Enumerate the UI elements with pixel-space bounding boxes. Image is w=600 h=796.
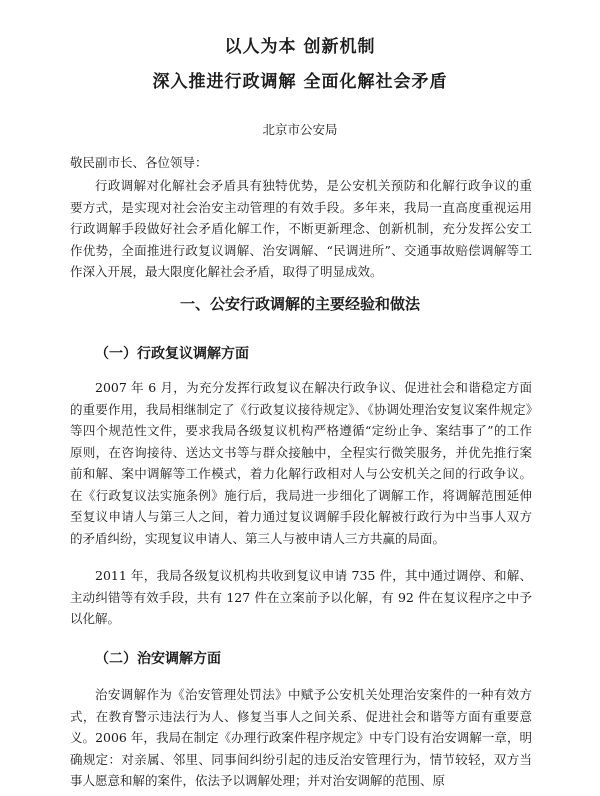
section-heading-1: 一、公安行政调解的主要经验和做法 <box>179 295 420 313</box>
salutation: 敬民副市长、各位领导： <box>70 155 208 170</box>
body-paragraph: 2011 年，我局各级复议机构共收到复议申请 735 件，其中通过调停、和解、主动纠错等有效手段，共有 127 件在立案前予以化解，有 92 件在复议程序之中予以化解。 <box>70 568 532 626</box>
subsection-heading-public-security-mediation: （二）治安调解方面 <box>95 651 221 667</box>
document-title-line2: 深入推进行政调解 全面化解社会矛盾 <box>152 72 448 92</box>
author-organization: 北京市公安局 <box>262 122 338 137</box>
body-paragraph: 2007 年 6 月，为充分发挥行政复议在解决行政争议、促进社会和谐稳定方面的重要作用，我局相继制定了《行政复议接待规定》、《协调处理治安复议案件规定》等四个规范性文件，要求我局各级复议机构严格遵循“定纷止争、案结事了”的工作原则，在咨询接待、送达文书等与群众接触中，全程实行微笑服务，并优先推行案前和解、案中调解等工作模式，着力化解行政相对人与公安机关之间的行政争议。在《行政复议法实施条例》施行后，我局进一步细化了调解工作，将调解范围延伸至复议申请人与第三人之间，着力通过复议调解手段化解被行政行为中当事人双方的矛盾纠纷，实现复议申请人、第三人与被申请人三方共赢的局面。 <box>70 380 532 546</box>
document-title-line1: 以人为本 创新机制 <box>224 37 376 57</box>
subsection-heading-admin-review: （一）行政复议调解方面 <box>95 346 249 362</box>
body-paragraph: 治安调解作为《治安管理处罚法》中赋予公安机关处理治安案件的一种有效方式，在教育警示违法行为人、修复当事人之间关系、促进社会和谐等方面有重要意义。2006 年，我局在制定《办理行政案件程序规定》中专门设有治安调解一章，明确规定：对亲属、邻里、同事间纠纷引起的违反治安管理行为，情节较轻，双方当事人愿意和解的案件，依法予以调解处理；并对治安调解的范围、原 <box>70 687 532 788</box>
intro-paragraph: 行政调解对化解社会矛盾具有独特优势，是公安机关预防和化解行政争议的重要方式，是实现对社会治安主动管理的有效手段。多年来，我局一直高度重视运用行政调解手段做好社会矛盾化解工作，不断更新理念、创新机制，充分发挥公安工作优势，全面推进行政复议调解、治安调解、“民调进所”、交通事故赔偿调解等工作深入开展，最大限度化解社会矛盾，取得了明显成效。 <box>70 178 532 279</box>
